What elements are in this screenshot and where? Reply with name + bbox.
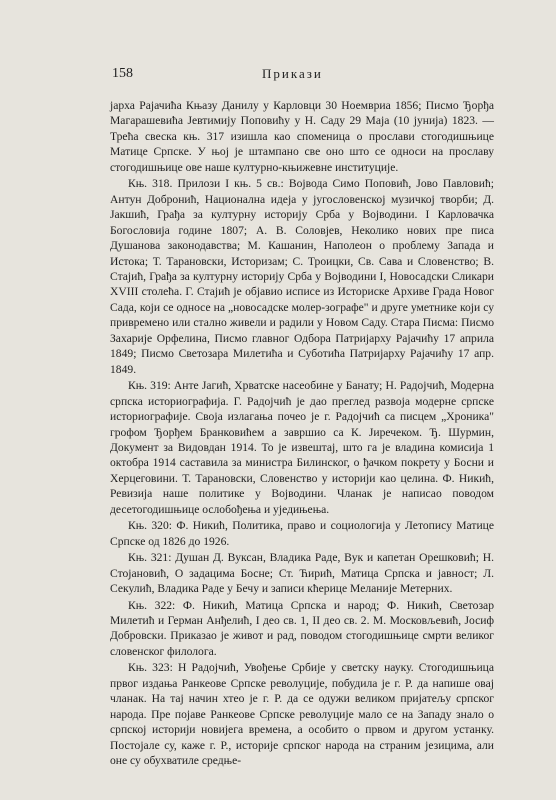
paragraph-volume-321: Књ. 321: Душан Д. Вуксан, Владика Раде, Вук и капетан Орешковић; Н. Стојановић, О задацима Босне; Ст. Ћирић, Матица Српска и јавност; Л. Секулић, Владика Раде у Бечу и записи кћерице Меланије Метерних. <box>110 551 494 596</box>
paragraph-volume-322: Књ. 322: Ф. Никић, Матица Српска и народ; Ф. Никић, Светозар Милетић и Герман Анђелић, I део св. 1, II део св. 2. М. Московљевић, Јосиф Добровски. Приказао је живот и рад, поводом стогодишњице смрти великог словенског филолога. <box>110 598 494 658</box>
page-header <box>112 66 492 86</box>
body-text <box>110 98 494 768</box>
paragraph-volume-323: Књ. 323: Н Радојчић, Увођење Србије у светску науку. Стогодишњица првог издања Ранкеове Српске револуције, побудила је г. Р. да напише овај чланак. На тај начин хтео је г. Р. да се одужи великом пријатељу српског народа. Пре појаве Ранкеове Српске револуције мало се на Западу знало о српској историји новијега времена, а особито о првом и другом устанку. Постојале су, каже г. Р., историје српског народа на страним језицима, али оне су обухватиле средње- <box>110 661 494 768</box>
paragraph-continuation: јарха Рајачића Књазу Данилу у Карловци 30 Ноемвриа 1856; Писмо Ђорђа Магарашевића Јевтимију Поповићу у Н. Саду 29 Маја (10 јунија) 1823. — Трећа свеска књ. 317 изишла као споменица о прослави стогодишњице Матице Српске. У њој је штампано све оно што се односи на прославу стогодишњице ове наше културно-књижевне институције. <box>110 99 494 174</box>
running-title: Прикази <box>262 66 323 81</box>
paragraph-volume-320: Књ. 320: Ф. Никић, Политика, право и социологија у Летопису Матице Српске од 1826 до 1926. <box>110 519 494 548</box>
paragraph-volume-318: Књ. 318. Прилози І књ. 5 св.: Војвода Симо Поповић, Јово Павловић; Антун Добронић, Национална идеја у југословенској музичкој творби; Д. Јакшић, Грађа за културну историју Срба у Војводини. I Карловачка Богословија године 1807; А. В. Соловјев, Неколико нових пре писа Душанова законодавства; М. Кашанин, Наполеон о проблему Запада и Истока; Т. Тарановски, Историзам; С. Троицки, Св. Сава и Словенство; В. Стајић, Грађа за културну историју Срба у Војводини I, Новосадски Сликари XVIII столећа. Г. Стајић је објавио исписе из Историске Архиве Града Новог Сада, који се односе на „новосадске молер-зографе" и друге уметнике који су привремено или стално живели и радили у Новом Саду. Стара Писма: Писмо Захарије Орфелина, Писмо главног Одбора Патријарху Рајачићу 17 априла 1849; Писмо Светозара Милетића и Суботића Патријарху Рајачићу 17 апр. 1849. <box>110 177 494 376</box>
page-number: 158 <box>112 66 133 81</box>
paragraph-volume-319: Књ. 319: Анте Јагић, Хрватске насеобине у Банату; Н. Радојчић, Модерна српска историографија. Г. Радојчић је дао преглед развоја модерне српске историографије. Своја излагања почео је г. Радојчић са писцем „Хроника" грофом Ђорђем Бранковићем а завршио са К. Јиречеком. Ђ. Шурмин, Документ за Видовдан 1914. То је извештај, што га је владина комисија 1 октобра 1914 саставила за министра Билинског, о ђачком покрету у Босни и Херцеговини. Т. Тарановски, Словенство у историји као целина. Ф. Никић, Ревизија наше политике у Војводини. Чланак је написао поводом десетогодишњице ослобођења и уједињења. <box>110 379 494 516</box>
